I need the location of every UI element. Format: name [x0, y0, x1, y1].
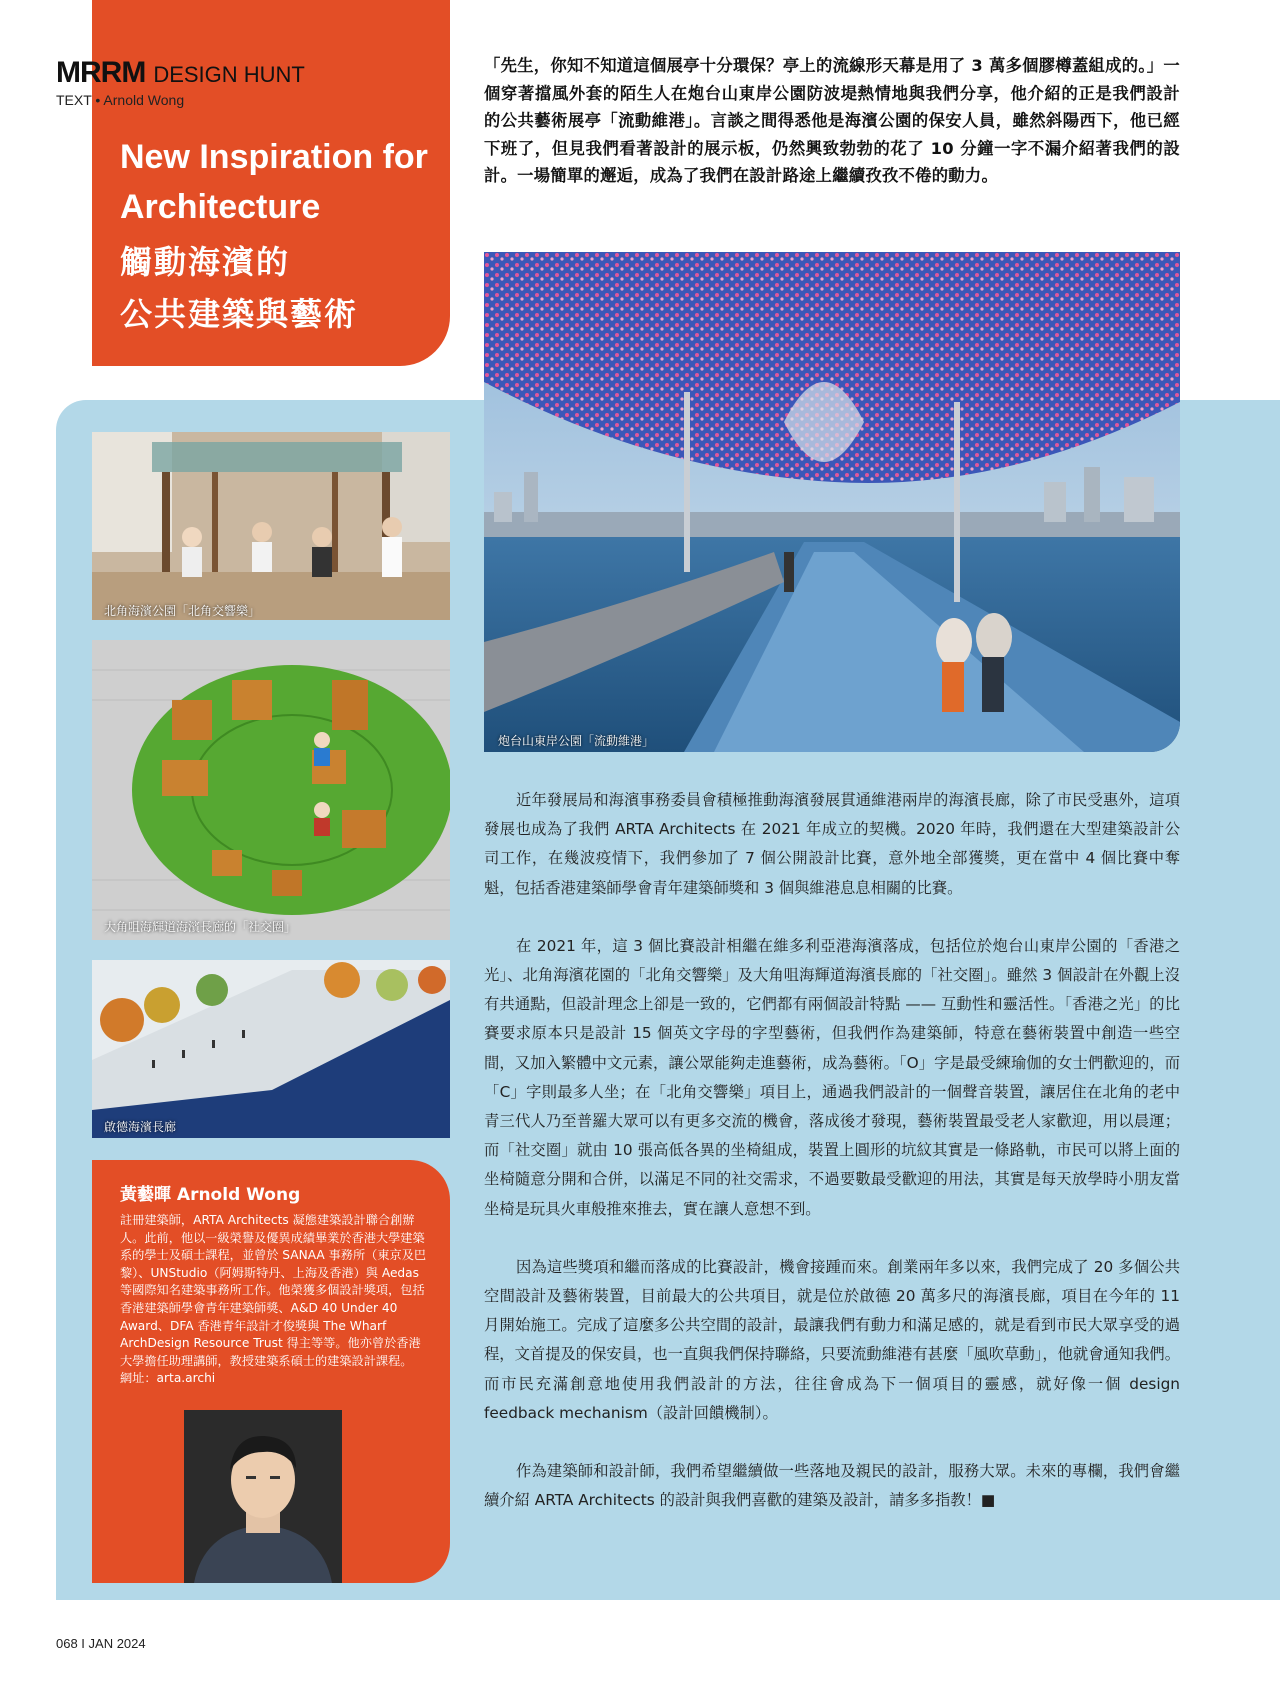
title-chinese-line-1: 觸動海濱的: [120, 243, 291, 281]
caption-north-point: 北角海濱公園「北角交響樂」: [104, 604, 261, 618]
page-footer: 068 I JAN 2024: [56, 1636, 146, 1651]
bio-text: [120, 1212, 430, 1388]
section-name: DESIGN HUNT: [153, 62, 305, 87]
magazine-logo: MRRM: [56, 56, 146, 89]
bio-description: 註冊建築師，ARTA Architects 凝態建築設計聯合創辦人。此前，他以一級榮譽及優異成績畢業於香港大學建築系的學士及碩士課程，並曾於 SANAA 事務所（東京及巴黎）、UNStudio（阿姆斯特丹、上海及香港）與 Aedas 等國際知名建築事務所工作。他榮獲多個設計獎項，包括香港建築師學會青年建築師獎、A&D 40 Under 40 Award、DFA 香港青年設計才俊獎與 The Wharf ArchDesign Resource Trust 得主等等。他亦曾於香港大學擔任助理講師，教授建築系碩士的建築設計課程。: [120, 1213, 427, 1368]
body-paragraph: 因為這些獎項和繼而落成的比賽設計，機會接踵而來。創業兩年多以來，我們完成了 20 多個公共空間設計及藝術裝置，目前最大的公共項目，就是位於啟德 20 萬多尺的海濱長廊，項目在今年的 11 月開始施工。完成了這麼多公共空間的設計，最讓我們有動力和滿足感的，就是看到市民大眾享受的過程，文首提及的保安員，也一直與我們保持聯絡，只要流動維港有甚麼「風吹草動」，他就會通知我們。而市民充滿創意地使用我們設計的方法，往往會成為下一個項目的靈感，就好像一個 design feedback mechanism（設計回饋機制）。: [484, 1257, 1181, 1422]
photo-tai-kok-tsui: [92, 640, 450, 940]
caption-main-photo: 炮台山東岸公園「流動維港」: [498, 734, 655, 748]
author-credit: TEXT • Arnold Wong: [56, 92, 185, 108]
article-body: [484, 786, 1180, 1544]
body-paragraph: 近年發展局和海濱事務委員會積極推動海濱發展貫通維港兩岸的海濱長廊，除了市民受惠外，這項發展也成為了我們 ARTA Architects 在 2021 年成立的契機。2020 年時，我們還在大型建築設計公司工作，在幾波疫情下，我們參加了 7 個公開設計比賽，意外地全部獲獎，更在當中 4 個比賽中奪魁，包括香港建築師學會青年建築師獎和 3 個與維港息息相關的比賽。: [484, 791, 1180, 897]
title-english: New Inspiration for Architecture: [120, 138, 428, 226]
caption-kai-tak: 啟德海濱長廊: [104, 1120, 177, 1134]
title-chinese-line-2: 公共建築與藝術: [120, 295, 359, 333]
body-paragraph: 在 2021 年，這 3 個比賽設計相繼在維多利亞港海濱落成，包括位於炮台山東岸公園的「香港之光」、北角海濱花園的「北角交響樂」及大角咀海輝道海濱長廊的「社交圈」。雖然 3 個設計在外觀上沒有共通點，但設計理念上卻是一致的，它們都有兩個設計特點 —— 互動性和靈活性。「香港之光」的比賽要求原本只是設計 15 個英文字母的字型藝術，但我們作為建築師，特意在藝術裝置中創造一些空間，又加入繁體中文元素，讓公眾能夠走進藝術，成為藝術。「O」字是最受練瑜伽的女士們歡迎的，而「C」字則最多人坐；在「北角交響樂」項目上，通過我們設計的一個聲音裝置，讓居住在北角的老中青三代人乃至普羅大眾可以有更多交流的機會，落成後才發現，藝術裝置最受老人家歡迎，用以晨運；而「社交圈」就由 10 張高低各異的坐椅組成，裝置上圓形的坑紋其實是一條路軌，市民可以將上面的坐椅隨意分開和合併，以滿足不同的社交需求，不過要數最受歡迎的用法，其實是每天放學時小朋友當坐椅是玩具火車般推來推去，實在讓人意想不到。: [484, 936, 1180, 1218]
author-portrait: [184, 1410, 342, 1583]
body-paragraph: 作為建築師和設計師，我們希望繼續做一些落地及親民的設計，服務大眾。未來的專欄，我們會繼續介紹 ARTA Architects 的設計與我們喜歡的建築及設計，請多多指教！■: [484, 1462, 1180, 1510]
photo-north-point: [92, 432, 450, 620]
intro-paragraph: 「先生，你知不知道這個展亭十分環保？亭上的流線形天幕是用了 3 萬多個膠樽蓋組成的。」一個穿著擋風外套的陌生人在炮台山東岸公園防波堤熱情地與我們分享，他介紹的正是我們設計的公共藝術展亭「流動維港」。言談之間得悉他是海濱公園的保安人員，雖然斜陽西下，他已經下班了，但見我們看著設計的展示板，仍然興致勃勃的花了 10 分鐘一字不漏介紹著我們的設計。一場簡單的邂逅，成為了我們在設計路途上繼續孜孜不倦的動力。: [484, 56, 1180, 185]
bio-name: 黃藝暉 Arnold Wong: [120, 1185, 301, 1205]
photo-kai-tak: [92, 960, 450, 1138]
caption-tai-kok-tsui: 大角咀海輝道海濱長廊的「社交圈」: [104, 920, 297, 934]
title-chinese: [120, 236, 450, 340]
bio-website: 網址：arta.archi: [120, 1371, 216, 1386]
magazine-brand: [56, 56, 305, 90]
main-photo-pavilion: [484, 252, 1180, 752]
